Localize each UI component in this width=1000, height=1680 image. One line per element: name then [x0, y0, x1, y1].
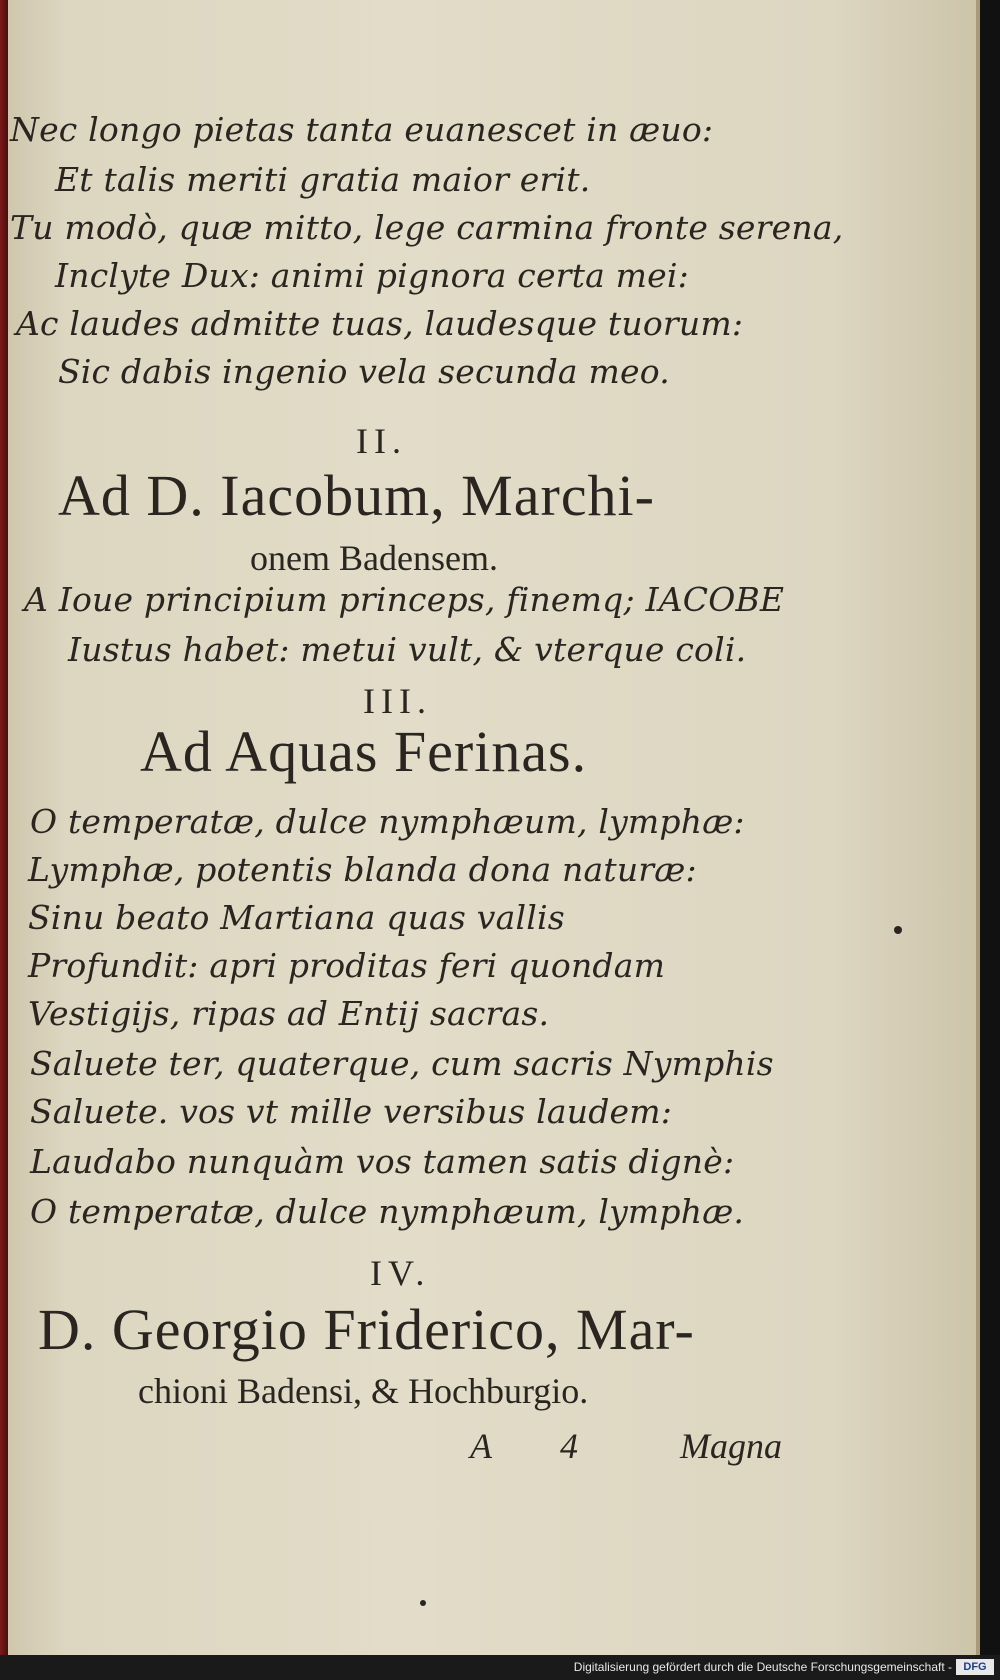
verse-line: Iustus habet: metui vult, & vterque coli. [68, 630, 747, 669]
verse-line: O temperatæ, dulce nymphæum, lymphæ. [30, 1192, 745, 1231]
verse-line: Lymphæ, potentis blanda dona naturæ: [28, 850, 697, 889]
section-numeral: IV. [370, 1253, 431, 1293]
verse-line: Et talis meriti gratia maior erit. [55, 160, 591, 199]
ink-speck [894, 926, 902, 934]
verse-line: O temperatæ, dulce nymphæum, lymphæ: [30, 802, 745, 841]
verse-line: Vestigijs, ripas ad Entij sacras. [28, 994, 550, 1033]
verse-line: Tu modò, quæ mitto, lege carmina fronte serena, [10, 208, 844, 247]
section-subheading: chioni Badensi, & Hochburgio. [138, 1371, 589, 1411]
section-heading: Ad Aquas Ferinas. [140, 719, 588, 784]
dfg-logo: DFG [956, 1659, 994, 1675]
verse-line: Nec longo pietas tanta euanescet in æuo: [10, 110, 714, 149]
binding-edge [0, 0, 8, 1655]
verse-line: Inclyte Dux: animi pignora certa mei: [55, 256, 689, 295]
verse-line: Laudabo nunquàm vos tamen satis dignè: [30, 1142, 735, 1181]
section-heading: Ad D. Iacobum, Marchi- [58, 463, 655, 528]
verse-line: Profundit: apri proditas feri quondam [28, 946, 666, 985]
leaf-number: 4 [560, 1426, 578, 1466]
verse-line: Sic dabis ingenio vela secunda meo. [58, 352, 670, 391]
verse-line: Sinu beato Martiana quas vallis [28, 898, 565, 937]
ink-speck [420, 1600, 426, 1606]
signature-mark: A [470, 1426, 492, 1466]
verse-line: Saluete ter, quaterque, cum sacris Nymphis [30, 1044, 774, 1083]
section-numeral: II. [356, 421, 407, 461]
section-subheading: onem Badensem. [250, 538, 498, 578]
book-page [8, 0, 980, 1655]
digitization-footer [0, 1655, 1000, 1680]
verse-line: A Ioue principium princeps, finemq; IACOBE [24, 580, 785, 619]
section-numeral: III. [363, 681, 432, 721]
verse-line: Saluete. vos vt mille versibus laudem: [30, 1092, 673, 1131]
section-heading: D. Georgio Friderico, Mar- [38, 1297, 695, 1362]
catchword: Magna [680, 1426, 782, 1466]
footer-credit: Digitalisierung gefördert durch die Deutsche Forschungsgemeinschaft - [573, 1660, 952, 1674]
verse-line: Ac laudes admitte tuas, laudesque tuorum: [16, 304, 744, 343]
